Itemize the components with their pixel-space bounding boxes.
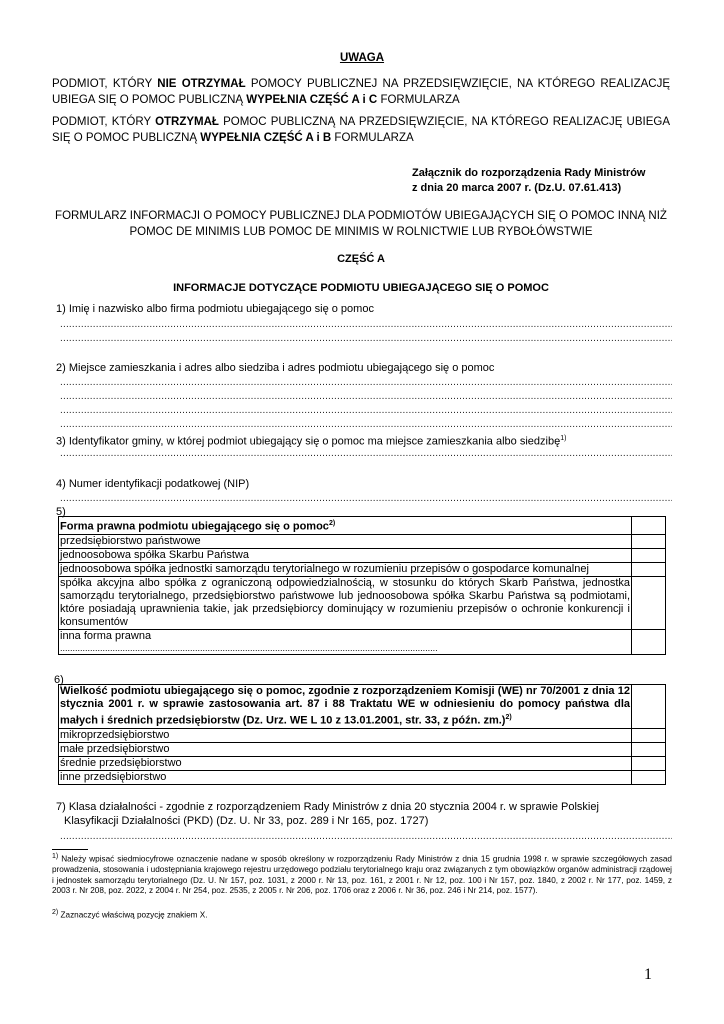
table-header-row: [59, 517, 666, 535]
notice-emphasis: OTRZYMAŁ: [155, 116, 219, 128]
notice-paragraph-2: [52, 114, 670, 146]
footnote-ref: 2): [328, 520, 336, 527]
table-header-text: Forma prawna podmiotu ubiegającego się o pomoc: [60, 520, 329, 533]
footnote-text: Zaznaczyć właściwą pozycję znakiem X.: [58, 910, 208, 920]
option-label: inna forma prawna: [60, 629, 152, 642]
checkbox-cell[interactable]: [632, 742, 666, 756]
option-label: małe przedsiębiorstwo: [59, 742, 632, 756]
question-7-label: [56, 800, 599, 828]
option-label: mikroprzedsiębiorstwo: [59, 728, 632, 742]
notice-emphasis: WYPEŁNIA CZĘŚĆ A i B: [200, 132, 332, 144]
question-5-label: 5): [56, 506, 66, 518]
question-3-text: 3) Identyfikator gminy, w której podmiot ubiegający się o pomoc ma miejsce zamieszkania albo siedzibę: [56, 435, 561, 448]
annex-line: z dnia 20 marca 2007 r. (Dz.U. 07.61.413): [412, 182, 622, 194]
footnote-ref: 1): [560, 435, 567, 442]
question-2-label: 2) Miejsce zamieszkania i adres albo siedziba i adres podmiotu ubiegającego się o pomoc: [56, 362, 495, 374]
checkbox-cell[interactable]: [632, 534, 666, 548]
table-row: [59, 534, 666, 548]
page-number: 1: [644, 966, 652, 983]
answer-line[interactable]: [60, 406, 672, 416]
answer-line[interactable]: [60, 832, 672, 842]
notice-text: FORMULARZA: [377, 94, 460, 106]
form-title: FORMULARZ INFORMACJI O POMOCY PUBLICZNEJ DLA PODMIOTÓW UBIEGAJĄCYCH SIĘ O POMOC INNĄ NIŻ POMOC DE MINIMIS LUB POMOC DE MINIMIS W ROLNICTWIE LUB RYBOŁÓWSTWIE: [55, 210, 667, 238]
checkbox-cell[interactable]: [632, 728, 666, 742]
option-label: jednoosobowa spółka jednostki samorządu terytorialnego w rozumieniu przepisów o gospodarce komunalnej: [59, 562, 632, 576]
option-label: spółka akcyjna albo spółka z ograniczoną odpowiedzialnością, w stosunku do których Skarb Państwa, jednostka samorządu terytorialnego, przedsiębiorstwo państwowe lub jednoosobowa spółka Skarbu Państwa są podmiotami, które posiadają uprawnienia takie, jak przedsiębiorcy dominujący w rozumieniu przepisów o ochronie konkurencji i konsumentów: [60, 576, 630, 628]
table-header-row: [59, 685, 666, 729]
notice-text: POMOC PUBLICZNĄ NA PRZEDSIĘWZIĘCIE, NA KTÓREGO REALIZACJĘ UBIEGA SIĘ O POMOC PUBLICZNĄ: [52, 116, 670, 144]
footnote-mark: 2): [52, 909, 59, 916]
option-label: jednoosobowa spółka Skarbu Państwa: [59, 548, 632, 562]
answer-line[interactable]: [60, 378, 672, 388]
legal-form-table: [58, 516, 666, 655]
notice-text: PODMIOT, KTÓRY: [52, 116, 156, 128]
table-row: [59, 756, 666, 770]
uwaga-heading: UWAGA: [339, 52, 385, 64]
annex-line: Załącznik do rozporządzenia Rady Ministrów: [412, 167, 646, 179]
section-heading: INFORMACJE DOTYCZĄCE PODMIOTU UBIEGAJĄCEGO SIĘ O POMOC: [173, 282, 549, 294]
footnote-2: [52, 908, 672, 921]
notice-text: FORMULARZA: [331, 132, 414, 144]
notice-paragraph-1: [52, 76, 670, 108]
table-row: [59, 629, 666, 654]
answer-line[interactable]: [60, 334, 672, 344]
option-label-other: [59, 629, 632, 654]
other-form-answer-line[interactable]: .......................................................................................................................................................: [60, 642, 438, 653]
table-row: [59, 728, 666, 742]
enterprise-size-table: [58, 684, 666, 785]
answer-line[interactable]: [60, 420, 672, 430]
notice-emphasis: NIE OTRZYMAŁ: [157, 78, 246, 90]
checkbox-cell[interactable]: [632, 562, 666, 576]
footnote-1: [52, 852, 672, 897]
answer-line[interactable]: [60, 449, 672, 459]
table-row: [59, 548, 666, 562]
checkbox-cell[interactable]: [632, 576, 666, 629]
checkbox-cell[interactable]: [632, 517, 666, 535]
table-header-cell: [59, 517, 632, 535]
question-1-label: 1) Imię i nazwisko albo firma podmiotu ubiegającego się o pomoc: [56, 303, 374, 315]
footnote-mark: 1): [52, 853, 59, 860]
footnote-text: Należy wpisać siedmiocyfrowe oznaczenie nadane w sposób określony w rozporządzeniu Rady Ministrów z dnia 15 grudnia 1998 r. w sprawie szczegółowych zasad prowadzenia, stosowania i udostępniania krajowego rejestru urzędowego podziału terytorialnego kraju oraz związanych z tym obowiązków organów administracji rządowej i jednostek samorządu terytorialnego (Dz. U. Nr 157, poz. 1031, z 2000 r. Nr 13, poz. 161, z 2001 r. Nr 12, poz. 100 i Nr 157, poz. 1840, z 2002 r. Nr 177, poz. 1459, z 2003 r. Nr 208, poz. 2022, z 2004 r. Nr 254, poz. 2535, z 2005 r. Nr 206, poz. 1706 oraz z 2006 r. Nr 36, poz. 246 i Nr 214, poz. 1577).: [52, 854, 672, 896]
option-label: średnie przedsiębiorstwo: [59, 756, 632, 770]
checkbox-cell[interactable]: [632, 685, 666, 729]
table-row: [59, 562, 666, 576]
notice-emphasis: WYPEŁNIA CZĘŚĆ A i C: [246, 94, 378, 106]
footnote-separator: [52, 849, 88, 850]
footnote-ref: 2): [505, 714, 512, 721]
checkbox-cell[interactable]: [632, 629, 666, 654]
notice-text: POMOCY PUBLICZNEJ NA PRZEDSIĘWZIĘCIE, NA KTÓREGO REALIZACJĘ UBIEGA SIĘ O POMOC PUBLICZNĄ: [52, 78, 671, 106]
table-row: [59, 770, 666, 784]
answer-line[interactable]: [60, 494, 672, 504]
table-header-text: Wielkość podmiotu ubiegającego się o pomoc, zgodnie z rozporządzeniem Komisji (WE) nr 70/2001 z dnia 12 stycznia 2001 r. w sprawie zastosowania art. 87 i 88 Traktatu WE w odniesieniu do pomocy państwa dla małych i średnich przedsiębiorstw (Dz. Urz. WE L 10 z 13.01.2001, str. 33, z późn. zm.): [60, 685, 630, 727]
part-heading: CZĘŚĆ A: [337, 253, 385, 265]
question-3-label: [56, 432, 566, 449]
annex-reference: [412, 166, 645, 196]
checkbox-cell[interactable]: [632, 548, 666, 562]
table-row: [59, 742, 666, 756]
checkbox-cell[interactable]: [632, 770, 666, 784]
table-header-cell: [59, 685, 632, 729]
table-row: [59, 576, 666, 629]
option-label: inne przedsiębiorstwo: [59, 770, 632, 784]
question-7-line: Klasyfikacji Działalności (PKD) (Dz. U. Nr 33, poz. 289 i Nr 165, poz. 1727): [64, 815, 429, 827]
checkbox-cell[interactable]: [632, 756, 666, 770]
option-label: przedsiębiorstwo państwowe: [59, 534, 632, 548]
question-6-label: 6): [54, 674, 64, 686]
answer-line[interactable]: [60, 320, 672, 330]
question-7-line: 7) Klasa działalności - zgodnie z rozporządzeniem Rady Ministrów z dnia 20 stycznia 2004 r. w sprawie Polskiej: [56, 801, 599, 813]
answer-line[interactable]: [60, 392, 672, 402]
notice-text: PODMIOT, KTÓRY: [52, 78, 158, 90]
question-4-label: 4) Numer identyfikacji podatkowej (NIP): [56, 478, 250, 490]
